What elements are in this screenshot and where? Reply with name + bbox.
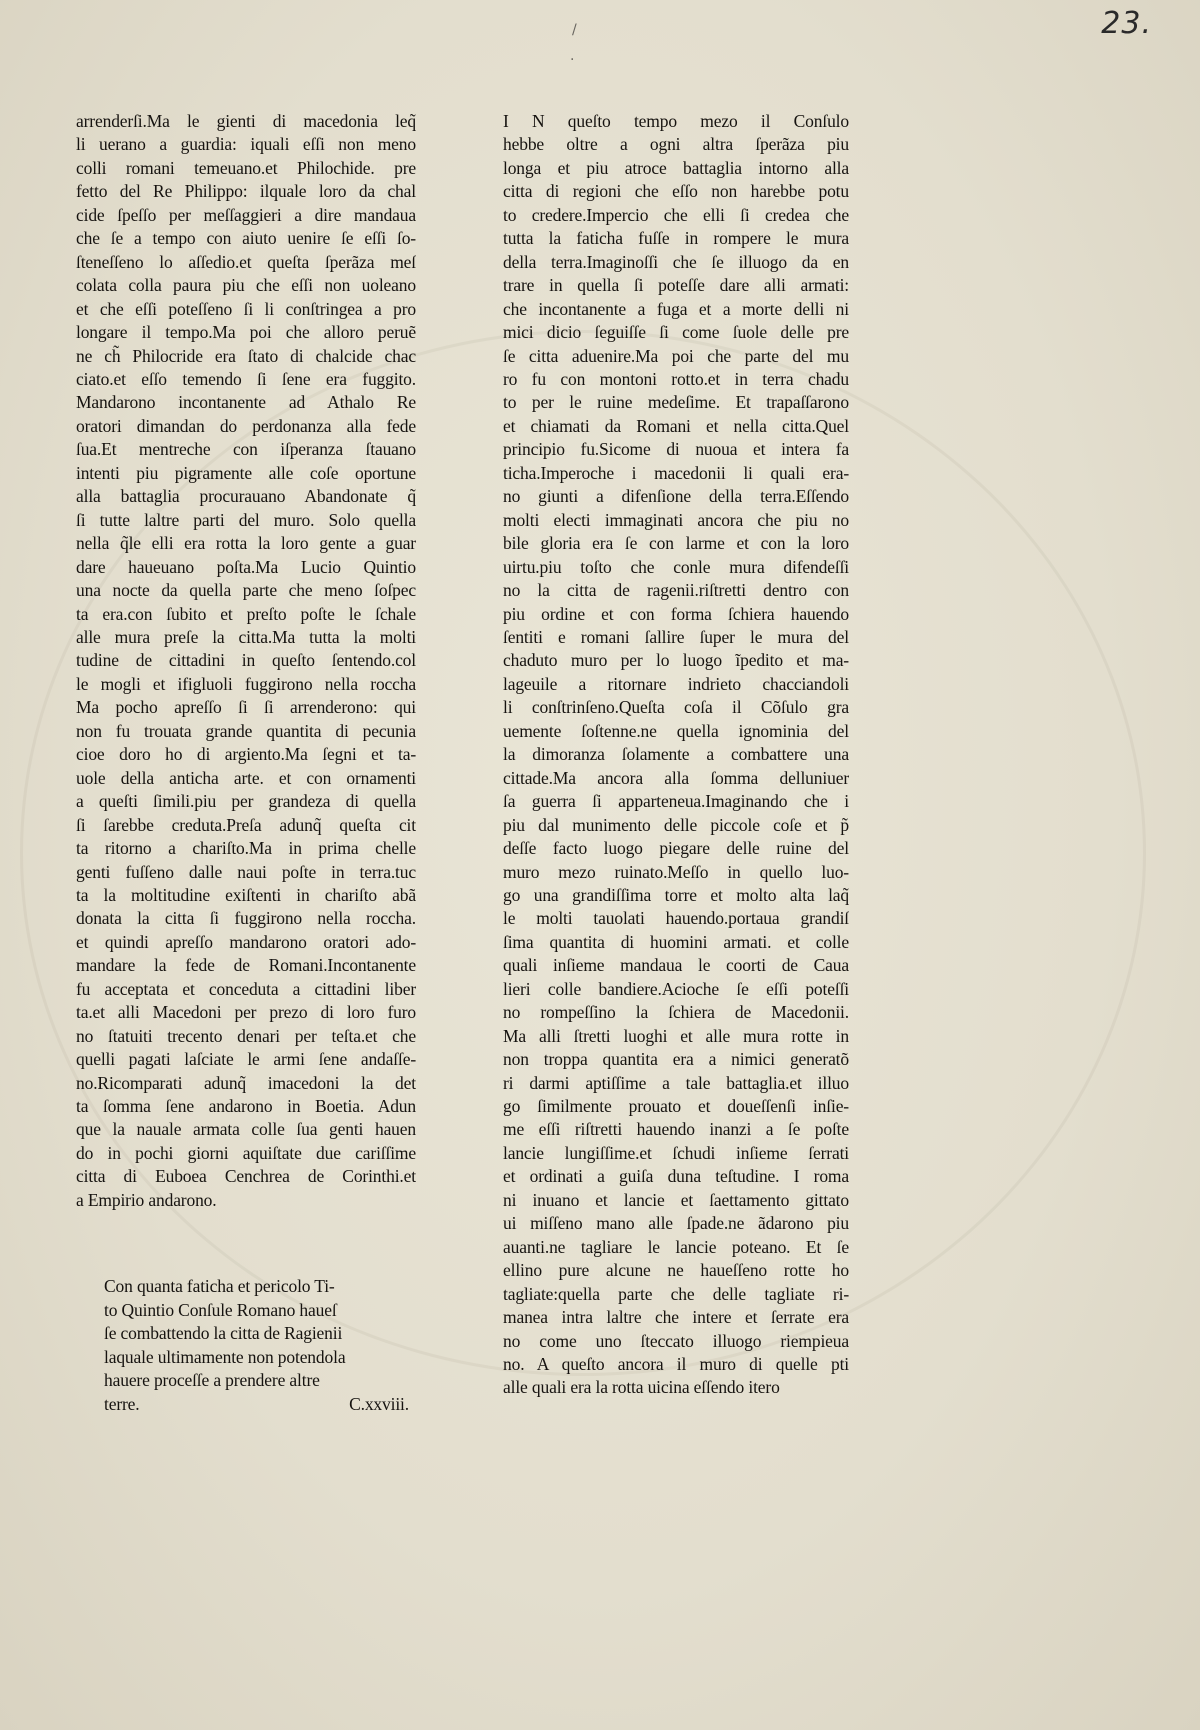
- text-line: li conſtrinſeno.Queſta coſa il Cõſulo gra: [503, 697, 849, 718]
- text-line: manea intra laltre che intere et ſerrate era: [503, 1307, 849, 1328]
- text-line: tudine de cittadini in queſto ſentendo.col: [76, 650, 416, 671]
- text-line: alle quali era la rotta uicina eſſendo itero: [503, 1377, 780, 1398]
- text-line: no la citta de ragenii.riſtretti dentro con: [503, 580, 849, 601]
- text-line: ni inuano et lancie et ſaettamento gittato: [503, 1189, 849, 1210]
- text-line: tutta la faticha fuſſe in rompere le mura: [503, 228, 849, 249]
- text-line: genti fuſſeno dalle naui poſte in terra.tuc: [76, 861, 416, 882]
- text-line: ro fu con montoni rotto.et in terra chadu: [503, 368, 849, 389]
- text-line: to credere.Impercio che elli ſi credea che: [503, 204, 849, 225]
- text-line: ſe citta aduenire.Ma poi che parte del mu: [503, 345, 849, 366]
- text-line: ta.et alli Macedoni per prezo di loro furo: [76, 1002, 416, 1023]
- text-line: que la nauale armata colle ſua genti hauen: [76, 1119, 416, 1140]
- text-line: no giunti a difenſione della terra.Eſſendo: [503, 486, 849, 507]
- text-line: auanti.ne tagliare le lancie poteano. Et ſe: [503, 1236, 849, 1257]
- text-line: della terra.Imaginoſſi che ſe illuogo da en: [503, 251, 849, 272]
- text-line: bile gloria era ſe con larme et con la loro: [503, 533, 849, 554]
- text-line: no rompeſſino la ſchiera de Macedonii.: [503, 1002, 849, 1023]
- text-line: ciato.et eſſo temendo ſi ſene era fuggito.: [76, 368, 416, 389]
- text-line: ticha.Imperoche i macedonii li quali era-: [503, 462, 849, 483]
- text-line: no ſtatuiti trecento denari per teſta.et che: [76, 1025, 416, 1046]
- text-line: longare il tempo.Ma poi che alloro peruẽ: [76, 322, 416, 343]
- text-line: molti electi immaginati ancora che piu no: [503, 509, 849, 530]
- text-line: ta era.con ſubito et preſto poſte le ſchale: [76, 603, 416, 624]
- text-line: piu ordine et con forma ſchiera hauendo: [503, 603, 849, 624]
- text-line: ſua.Et mentreche con iſperanza ſtauano: [76, 439, 416, 460]
- chapter-heading: [104, 1275, 409, 1416]
- text-line: et ordinati a guiſa duna teſtudine. I roma: [503, 1166, 849, 1187]
- text-line: ui miſſeno mano alle ſpade.ne ãdarono piu: [503, 1213, 849, 1234]
- text-line: et che eſſi poteſſeno ſi li conſtringea a pro: [76, 298, 416, 319]
- text-line: ta ſomma ſene andarono in Boetia. Adun: [76, 1096, 416, 1117]
- text-line: oratori dimandan do perdonanza alla fede: [76, 415, 416, 436]
- text-line: uirtu.piu toſto che conle mura difendeſſi: [503, 556, 849, 577]
- text-line: ri darmi aptiſſime a tale battaglia.et illuo: [503, 1072, 849, 1093]
- chapter-number: C.xxviii.: [349, 1393, 409, 1414]
- text-line: colata colla paura piu che eſſi non uoleano: [76, 275, 416, 296]
- text-line: lancie lungiſſime.et ſchudi inſieme ſerrati: [503, 1142, 849, 1163]
- text-line: colli romani temeuano.et Philochide. pre: [76, 157, 416, 178]
- text-line: alla battaglia procurauano Abandonate q̃: [76, 486, 416, 507]
- page-number: 23.: [1101, 6, 1152, 41]
- text-line: no. A queſto ancora il muro di quelle pti: [503, 1354, 849, 1375]
- text-line: deſſe facto luogo piegare delle ruine del: [503, 838, 849, 859]
- text-line: non fu trouata grande quantita di pecunia: [76, 720, 416, 741]
- text-line: ſima quantita di huomini armati. et colle: [503, 931, 849, 952]
- text-line: chaduto muro per lo luogo ĩpedito et ma-: [503, 650, 849, 671]
- text-line: longa et piu atroce battaglia intorno alla: [503, 157, 849, 178]
- text-line: lageuile a ritornare indrieto chacciandoli: [503, 673, 849, 694]
- chapter-heading-final-line: [104, 1393, 409, 1417]
- text-line: quali inſieme mandaua le coorti de Caua: [503, 955, 849, 976]
- caption-last-word: terre.: [104, 1393, 140, 1414]
- text-line: ta la moltitudine exiſtenti in chariſto abã: [76, 884, 416, 905]
- text-line: che incontanente a fuga et a morte delli ni: [503, 298, 849, 319]
- text-line: la dimoranza ſolamente a combattere una: [503, 744, 849, 765]
- text-line: lieri colle bandiere.Acioche ſe eſſi poteſſi: [503, 978, 849, 999]
- text-line: quelli pagati laſciate le armi ſene andaſſe-: [76, 1049, 416, 1070]
- text-line: no.Ricomparati adunq̃ imacedoni la det: [76, 1072, 416, 1093]
- text-line: trare in quella ſi poteſſe dare alli armati:: [503, 275, 849, 296]
- text-line: go ſimilmente prouato et doueſſenſi inſie-: [503, 1096, 849, 1117]
- text-line: mandare la fede de Romani.Incontanente: [76, 955, 416, 976]
- text-line: uemente ſoſtenne.ne quella ignominia del: [503, 720, 849, 741]
- text-line: nella q̃le elli era rotta la loro gente a guar: [76, 533, 416, 554]
- caption-line: ſe combattendo la citta de Ragienii: [104, 1323, 343, 1343]
- tick-mark: ·: [570, 52, 575, 68]
- text-line: ne ch̃ Philocride era ſtato di chalcide chac: [76, 345, 416, 366]
- caption-line: laquale ultimamente non potendola: [104, 1346, 346, 1367]
- text-line: to per le ruine medeſime. Et trapaſſarono: [503, 392, 849, 413]
- text-line: ellino pure alcune ne haueſſeno rotte ho: [503, 1260, 849, 1281]
- text-line: li uerano a guardia: iquali eſſi non meno: [76, 134, 416, 155]
- text-line: Ma alli ſtretti luoghi et alle mura rotte in: [503, 1025, 849, 1046]
- caption-line: Con quanta faticha et pericolo Ti-: [104, 1276, 335, 1296]
- text-line: ſa guerra ſi apparteneua.Imaginando che i: [503, 791, 849, 812]
- text-line: arrenderſi.Ma le gienti di macedonia leq̃: [76, 111, 416, 131]
- text-line: piu dal munimento delle piccole coſe et p̃: [503, 814, 849, 835]
- text-line: tagliate:quella parte che delle tagliate ri-: [503, 1283, 849, 1304]
- text-line: che ſe a tempo con aiuto uenire ſe eſſi ſo-: [76, 228, 416, 249]
- text-line: no come uno ſteccato illuogo riempieua: [503, 1330, 849, 1351]
- text-line: alle mura preſe la citta.Ma tutta la molti: [76, 626, 416, 647]
- text-line: ſteneſſeno lo aſſedio.et queſta ſperãza meſ: [76, 251, 416, 272]
- text-line: ſentiti e romani ſallire ſuper le mura del: [503, 626, 849, 647]
- text-line: cioe doro ho di argiento.Ma ſegni et ta-: [76, 744, 416, 765]
- text-line: dare haueuano poſta.Ma Lucio Quintio: [76, 556, 416, 577]
- text-line: et chiamati da Romani et nella citta.Quel: [503, 415, 849, 436]
- text-line: me eſſi riſtretti hauendo inanzi a ſe poſte: [503, 1119, 849, 1140]
- text-line: le molti tauolati hauendo.portaua grandiſ: [503, 908, 849, 929]
- tick-mark: /: [572, 22, 577, 38]
- text-line: cittade.Ma ancora alla ſomma delluniuer: [503, 767, 849, 788]
- text-line: uole della anticha arte. et con ornamenti: [76, 767, 416, 788]
- text-line: citta di Euboea Cenchrea de Corinthi.et: [76, 1166, 416, 1187]
- text-line: ta ritorno a chariſto.Ma in prima chelle: [76, 838, 416, 859]
- text-line: muro mezo ruinato.Meſſo in quello luo-: [503, 861, 849, 882]
- text-line: a Empirio andarono.: [76, 1189, 217, 1210]
- text-line: intenti piu pigramente alle coſe oportune: [76, 462, 416, 483]
- left-text-column: [76, 110, 416, 1212]
- text-line: et quindi apreſſo mandarono oratori ado-: [76, 931, 416, 952]
- text-line: hebbe oltre a ogni altra ſperãza piu: [503, 134, 849, 155]
- text-line: cide ſpeſſo per meſſaggieri a dire mandaua: [76, 204, 416, 225]
- right-text-column: [503, 110, 849, 1400]
- text-line: mici dicio ſeguiſſe ſi come ſuole delle pre: [503, 322, 849, 343]
- text-line: I N queſto tempo mezo il Conſulo: [503, 111, 849, 131]
- text-line: principio fu.Sicome di nuoua et intera fa: [503, 439, 849, 460]
- text-line: ſi ſarebbe creduta.Preſa adunq̃ queſta cit: [76, 814, 416, 835]
- text-line: ſi tutte laltre parti del muro. Solo quella: [76, 509, 416, 530]
- text-line: Mandarono incontanente ad Athalo Re: [76, 392, 416, 413]
- caption-line: hauere proceſſe a prendere altre: [104, 1370, 320, 1390]
- text-line: fetto del Re Philippo: ilquale loro da chal: [76, 181, 416, 202]
- text-line: una nocte da quella parte che meno ſoſpec: [76, 580, 416, 601]
- text-line: Ma pocho apreſſo ſi ſi arrenderono: qui: [76, 697, 416, 718]
- text-line: le mogli et ifigluoli fuggirono nella roccha: [76, 673, 416, 694]
- text-line: go una grandiſſima torre et molto alta laq̃: [503, 884, 849, 905]
- text-line: a queſti ſimili.piu per grandeza di quella: [76, 791, 416, 812]
- text-line: citta di regioni che eſſo non harebbe potu: [503, 181, 849, 202]
- caption-line: to Quintio Conſule Romano haueſ: [104, 1299, 337, 1320]
- text-line: non troppa quantita era a nimici generatõ: [503, 1049, 849, 1070]
- text-line: donata la citta ſi fuggirono nella roccha.: [76, 908, 416, 929]
- text-line: do in pochi giorni aquiſtate due cariſſime: [76, 1142, 416, 1163]
- text-line: fu acceptata et conceduta a cittadini liber: [76, 978, 416, 999]
